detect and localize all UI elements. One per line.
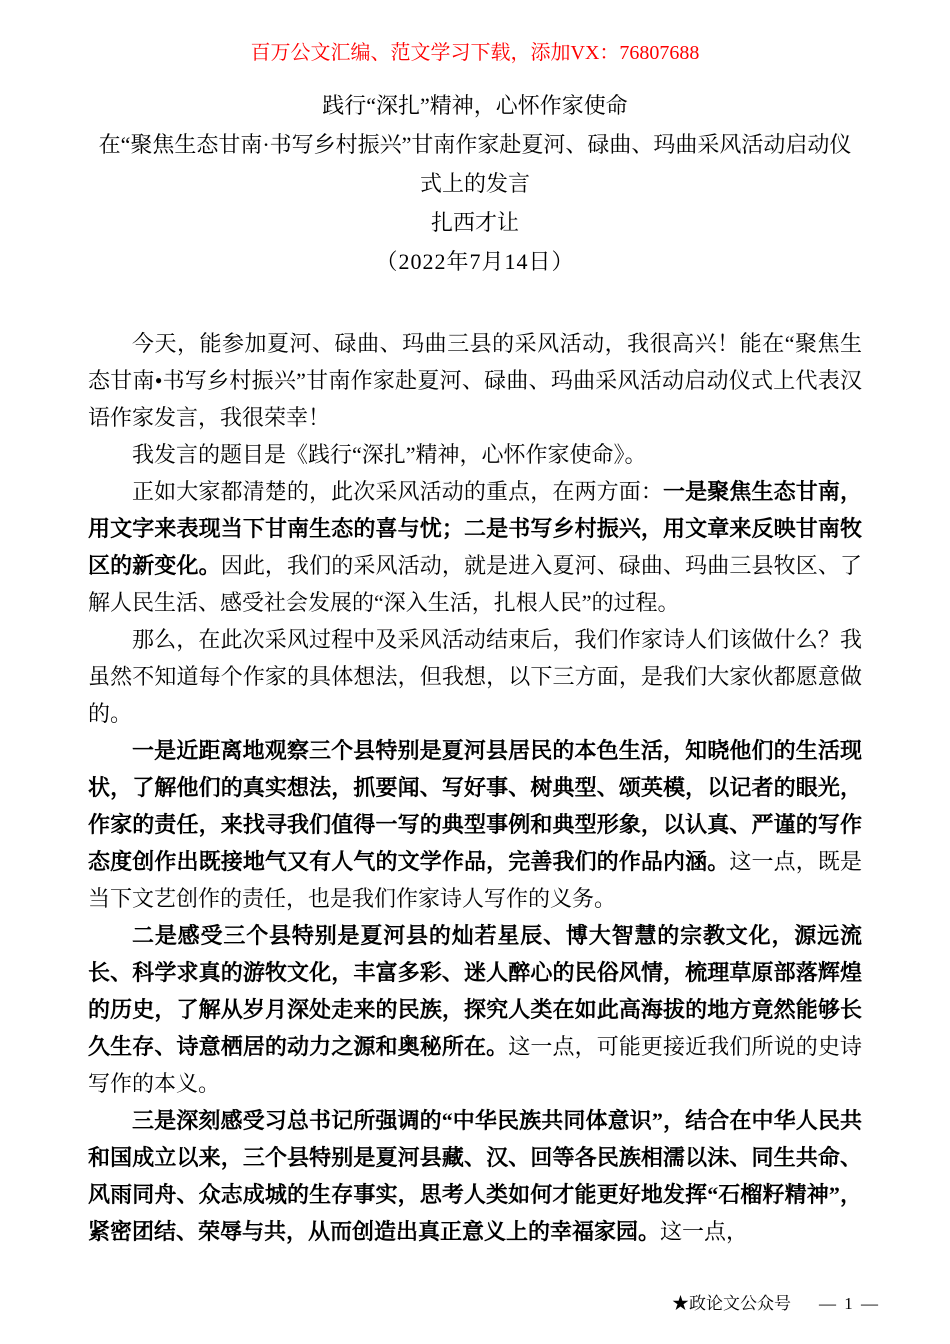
document-body bbox=[88, 325, 862, 1250]
paragraph-segment-bold: 一是聚焦生态甘南，用文字来表现当下甘南生态的喜与忧；二是书写乡村振兴，用文章来反映甘南牧区的新变化。 bbox=[88, 479, 862, 578]
title-block bbox=[88, 86, 862, 281]
paragraph bbox=[88, 473, 862, 621]
paragraph bbox=[88, 732, 862, 917]
paragraph-segment-bold: 一是近距离地观察三个县特别是夏河县居民的本色生活，知晓他们的生活现状，了解他们的真实想法，抓要闻、写好事、树典型、颂英模，以记者的眼光，作家的责任，来找寻我们值得一写的典型事例和典型形象，以认真、严谨的写作态度创作出既接地气又有人气的文学作品，完善我们的作品内涵。 bbox=[88, 738, 862, 874]
paragraph-segment-bold: 三是深刻感受习总书记所强调的“中华民族共同体意识”，结合在中华人民共和国成立以来，三个县特别是夏河县藏、汉、回等各民族相濡以沫、同生共命、风雨同舟、众志成城的生存事实，思考人类如何才能更好地发挥“石榴籽精神”，紧密团结、荣辱与共，从而创造出真正意义上的幸福家园。 bbox=[88, 1108, 862, 1244]
paragraph-segment-bold: 二是感受三个县特别是夏河县的灿若星辰、博大智慧的宗教文化，源远流长、科学求真的游牧文化，丰富多彩、迷人醉心的民俗风情，梳理草原部落辉煌的历史，了解从岁月深处走来的民族，探究人类在如此高海拔的地方竟然能够长久生存、诗意栖居的动力之源和奥秘所在。 bbox=[88, 923, 862, 1059]
paragraph-segment: 那么，在此次采风过程中及采风活动结束后，我们作家诗人们该做什么？我虽然不知道每个作家的具体想法，但我想，以下三方面，是我们大家伙都愿意做的。 bbox=[88, 627, 862, 726]
document-title: 践行“深扎”精神，心怀作家使命 bbox=[322, 93, 628, 118]
footer-brand: ★政论文公众号 bbox=[672, 1294, 791, 1313]
paragraph-segment: 今天，能参加夏河、碌曲、玛曲三县的采风活动，我很高兴！能在“聚焦生态甘南•书写乡村振兴”甘南作家赴夏河、碌曲、玛曲采风活动启动仪式上代表汉语作家发言，我很荣幸！ bbox=[88, 331, 862, 430]
speech-date: （2022年7月14日） bbox=[375, 249, 575, 274]
paragraph-segment: 因此，我们的采风活动，就是进入夏河、碌曲、玛曲三县牧区、了解人民生活、感受社会发展的“深入生活，扎根人民”的过程。 bbox=[88, 553, 862, 615]
paragraph-segment: 正如大家都清楚的，此次采风活动的重点，在两方面： bbox=[132, 479, 663, 504]
paragraph bbox=[88, 436, 862, 473]
author-name: 扎西才让 bbox=[430, 210, 519, 235]
paragraph-segment: 这一点，既是当下文艺创作的责任，也是我们作家诗人写作的义务。 bbox=[88, 849, 862, 911]
promo-notice: 百万公文汇编、范文学习下载，添加VX：76807688 bbox=[250, 42, 700, 64]
paragraph bbox=[88, 325, 862, 436]
paragraph bbox=[88, 621, 862, 732]
paragraph bbox=[88, 1102, 862, 1250]
paragraph bbox=[88, 917, 862, 1102]
paragraph-segment: 这一点， bbox=[660, 1219, 749, 1244]
document-subtitle: 在“聚焦生态甘南·书写乡村振兴”甘南作家赴夏河、碌曲、玛曲采风活动启动仪式上的发言 bbox=[98, 132, 852, 196]
paragraph-segment: 我发言的题目是《践行“深扎”精神，心怀作家使命》。 bbox=[132, 442, 647, 467]
paragraph-segment: 这一点，可能更接近我们所说的史诗写作的本义。 bbox=[88, 1034, 862, 1096]
page-number: — 1 — bbox=[819, 1294, 880, 1313]
page-footer bbox=[672, 1289, 880, 1314]
